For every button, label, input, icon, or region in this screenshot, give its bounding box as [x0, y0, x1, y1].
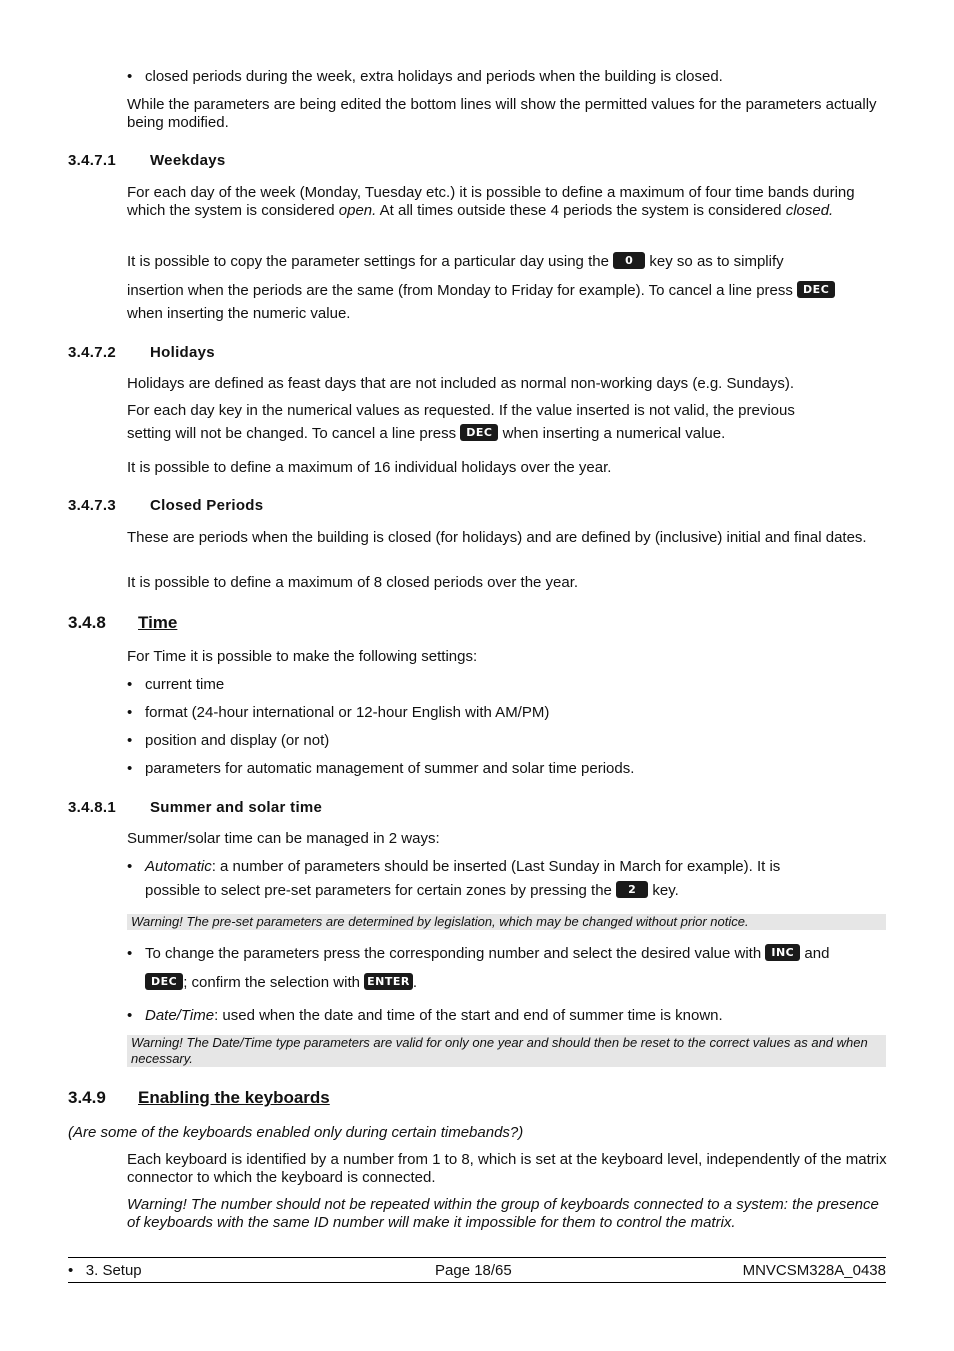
time-intro: For Time it is possible to make the following settings:: [127, 648, 478, 665]
text: key so as to simplify: [649, 253, 784, 270]
heading-number: 3.4.8.1: [68, 799, 116, 816]
text: For each day of the week (Monday, Tuesday etc.) it is possible to define a maximum of four time bands during which the system is considered: [127, 184, 855, 219]
key-dec-icon: DEC: [460, 424, 498, 441]
heading-closed-periods: [68, 497, 263, 514]
text: key.: [652, 882, 679, 899]
heading-number: 3.4.9: [68, 1088, 106, 1107]
text: and: [804, 945, 830, 962]
summer-automatic-line-1: [145, 855, 887, 879]
key-0-icon: 0: [613, 252, 645, 269]
bullet-marker: •: [127, 760, 133, 777]
holidays-paragraph-1: Holidays are defined as feast days that are not included as normal non-working days (e.g. Sundays).: [127, 375, 795, 392]
warning-datetime: Warning! The Date/Time type parameters are valid for only one year and should then be reset to the correct values as and when necessary.: [127, 1035, 886, 1067]
closed-periods-paragraph-1: These are periods when the building is closed (for holidays) and are defined by (inclusive) initial and final dates.: [127, 529, 867, 546]
time-bullet-2: format (24-hour international or 12-hour English with AM/PM): [145, 704, 550, 721]
footer-rule-bottom: [68, 1282, 886, 1283]
weekdays-paragraph-1: [127, 184, 887, 220]
heading-number: 3.4.7.2: [68, 344, 116, 361]
datetime-label: Date/Time: [145, 1007, 215, 1024]
summer-change-line-1: [145, 942, 887, 966]
summer-datetime: [145, 1004, 887, 1028]
text: insertion when the periods are the same (from Monday to Friday for example). To cancel a line press: [127, 282, 793, 299]
heading-title: Weekdays: [150, 152, 226, 169]
text: when inserting a numerical value.: [502, 425, 726, 442]
heading-enabling-keyboards: [68, 1088, 330, 1108]
key-2-icon: 2: [616, 881, 648, 898]
heading-summer-solar: [68, 799, 322, 816]
bullet-closed-periods: closed periods during the week, extra holidays and periods when the building is closed.: [145, 68, 723, 85]
heading-time: [68, 613, 177, 633]
text: possible to select pre-set parameters for certain zones by pressing the: [145, 882, 612, 899]
summer-intro: Summer/solar time can be managed in 2 ways:: [127, 830, 440, 847]
heading-title: Holidays: [150, 344, 215, 361]
bullet-marker: •: [127, 1007, 133, 1024]
bullet-marker: •: [127, 858, 133, 875]
holidays-paragraph-2b: [127, 422, 887, 446]
heading-number: 3.4.7.1: [68, 152, 116, 169]
key-dec-icon: DEC: [797, 281, 835, 298]
heading-number: 3.4.7.3: [68, 497, 116, 514]
key-enter-icon: ENTER: [364, 973, 413, 990]
bullet-marker: •: [127, 68, 133, 85]
keyboards-paragraph-1: Each keyboard is identified by a number from 1 to 8, which is set at the keyboard level, independently of the matrix connector to which the keyboard is connected.: [127, 1151, 887, 1186]
summer-change-line-2: [145, 971, 887, 995]
heading-weekdays: [68, 152, 226, 169]
time-bullet-3: position and display (or not): [145, 732, 330, 749]
weekdays-paragraph-2: [127, 250, 887, 274]
heading-title: Summer and solar time: [150, 799, 323, 816]
heading-title: Enabling the keyboards: [138, 1088, 330, 1107]
holidays-paragraph-3: It is possible to define a maximum of 16 individual holidays over the year.: [127, 459, 612, 476]
key-inc-icon: INC: [765, 944, 800, 961]
time-bullet-1: current time: [145, 676, 225, 693]
bullet-marker: •: [127, 732, 133, 749]
closed-italic: closed.: [785, 202, 834, 219]
footer-doc-code: MNVCSM328A_0438: [742, 1262, 886, 1279]
key-dec-icon: DEC: [145, 973, 183, 990]
keyboards-question: (Are some of the keyboards enabled only during certain timebands?): [68, 1124, 524, 1141]
text: : a number of parameters should be inserted (Last Sunday in March for example). It is: [211, 858, 781, 875]
footer-rule-top: [68, 1257, 886, 1258]
keyboards-warning: Warning! The number should not be repeated within the group of keyboards connected to a system: the presence of keyboards with the same ID number will make it impossible for them to control the matrix.: [127, 1196, 879, 1231]
closed-periods-paragraph-2: It is possible to define a maximum of 8 closed periods over the year.: [127, 574, 579, 591]
text: ; confirm the selection with: [183, 974, 360, 991]
text: At all times outside these 4 periods the system is considered: [376, 202, 786, 219]
bullet-marker: •: [127, 945, 133, 962]
text: To change the parameters press the corresponding number and select the desired value with: [145, 945, 762, 962]
weekdays-paragraph-3-end: when inserting the numeric value.: [127, 305, 351, 322]
bullet-marker: •: [127, 676, 133, 693]
text: : used when the date and time of the start and end of summer time is known.: [214, 1007, 723, 1024]
open-italic: open.: [338, 202, 377, 219]
bullet-marker: •: [127, 704, 133, 721]
warning-preset: Warning! The pre-set parameters are determined by legislation, which may be changed without prior notice.: [127, 914, 886, 930]
editing-note: While the parameters are being edited the bottom lines will show the permitted values for the parameters actually being modified.: [127, 96, 877, 131]
weekdays-paragraph-3: [127, 279, 887, 303]
footer-section-label: 3. Setup: [85, 1262, 142, 1279]
heading-title: Time: [138, 613, 178, 632]
automatic-label: Automatic: [145, 858, 212, 875]
text: It is possible to copy the parameter settings for a particular day using the: [127, 253, 609, 270]
text: setting will not be changed. To cancel a line press: [127, 425, 457, 442]
time-bullet-4: parameters for automatic management of summer and solar time periods.: [145, 760, 635, 777]
heading-holidays: [68, 344, 215, 361]
summer-automatic-line-2: [145, 879, 887, 903]
text: .: [412, 974, 418, 991]
holidays-paragraph-2a: For each day key in the numerical values as requested. If the value inserted is not valid, the previous: [127, 402, 795, 419]
heading-title: Closed Periods: [150, 497, 264, 514]
heading-number: 3.4.8: [68, 613, 106, 632]
footer-page-number: Page 18/65: [435, 1262, 512, 1279]
footer-section: • 3. Setup: [68, 1262, 142, 1279]
